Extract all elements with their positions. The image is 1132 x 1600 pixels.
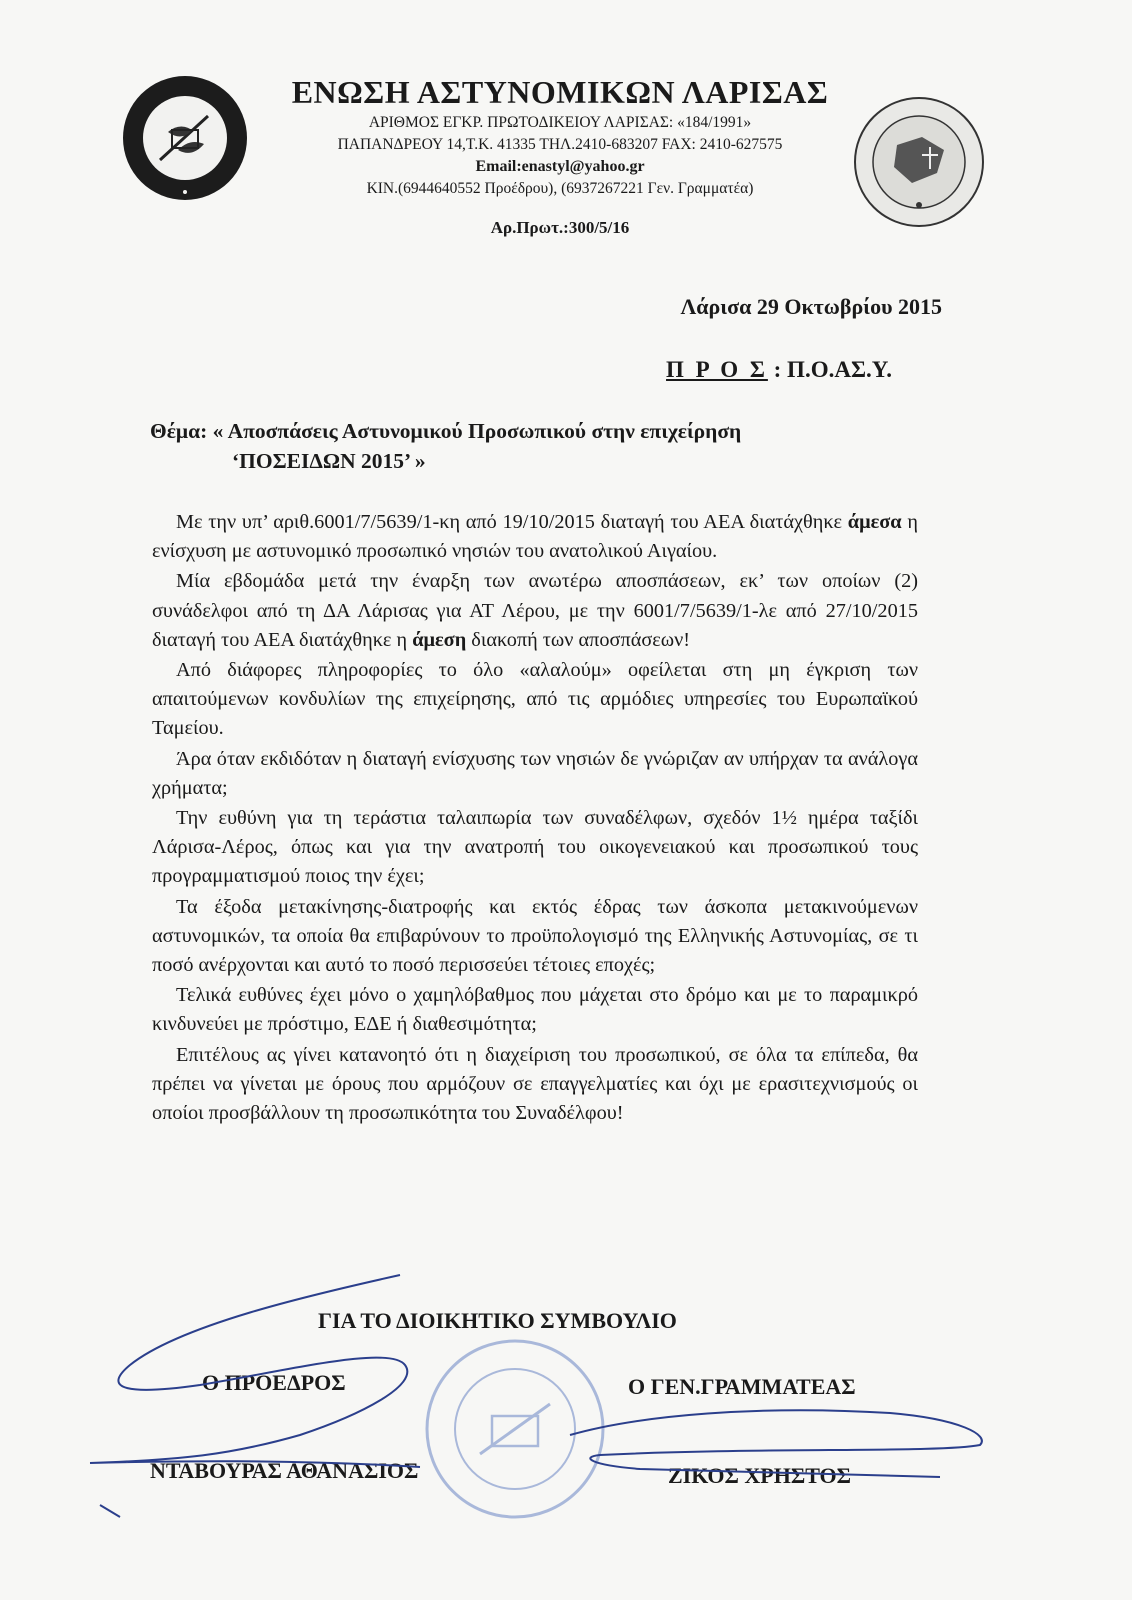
recipient-value: : Π.Ο.ΑΣ.Υ. [773, 357, 892, 382]
registry-number: ΑΡΙΘΜΟΣ ΕΓΚΡ. ΠΡΩΤΟΔΙΚΕΙΟΥ ΛΑΡΙΣΑΣ: «184/1991» [368, 114, 752, 131]
letter-date: Λάρισα 29 Οκτωβρίου 2015 [680, 294, 942, 319]
protocol-number: Αρ.Πρωτ.:300/5/16 [490, 218, 630, 237]
email: Email:enastyl@yahoo.gr [475, 158, 645, 175]
subject-line-1: Θέμα: « Αποσπάσεις Αστυνομικού Προσωπικού στην επιχείρηση [150, 419, 742, 443]
secretary-signature-icon [560, 1395, 1010, 1515]
recipient-label: Π Ρ Ο Σ [666, 357, 768, 382]
president-name: ΝΤΑΒΟΥΡΑΣ ΑΘΑΝΑΣΙΟΣ [150, 1458, 419, 1483]
federation-logo-icon [852, 95, 986, 229]
union-logo-icon [120, 72, 250, 204]
org-name: ΕΝΩΣΗ ΑΣΤΥΝΟΜΙΚΩΝ ΛΑΡΙΣΑΣ [291, 74, 829, 110]
letterhead [270, 72, 850, 256]
paragraph-2: Μία εβδομάδα μετά την έναρξη των ανωτέρω αποσπάσεων, εκ’ των οποίων (2) συνάδελφοι από τη ΔΑ Λάρισας για ΑΤ Λέρου, με την 6001/7/5639/1-λε από 27/10/2015 διαταγή του ΑΕΑ διατάχθηκε η άμεση διακοπή των αποσπάσεων! [152, 570, 918, 651]
subject [150, 416, 920, 476]
president-signature-icon [60, 1255, 500, 1525]
secretary-title: Ο ΓΕΝ.ΓΡΑΜΜΑΤΕΑΣ [628, 1374, 856, 1399]
address-phone-fax: ΠΑΠΑΝΔΡΕΟΥ 14,Τ.Κ. 41335 ΤΗΛ.2410-683207 FAX: 2410-627575 [337, 136, 783, 153]
secretary-name: ΖΙΚΟΣ ΧΡΗΣΤΟΣ [668, 1463, 851, 1488]
paragraph-8: Επιτέλους ας γίνει κατανοητό ότι η διαχείριση του προσωπικού, σε όλα τα επίπεδα, θα πρέπει να γίνεται με όρους που αρμόζουν σε επαγγελματίες και όχι με ερασιτεχνισμούς οι οποίοι προσβάλλουν τη προσωπικότητα του Συναδέλφου! [152, 1043, 918, 1125]
paragraph-7: Τελικά ευθύνες έχει μόνο ο χαμηλόβαθμος που μάχεται στο δρόμο και με το παραμικρό κινδυνεύει με πρόστιμο, ΕΔΕ ή διαθεσιμότητα; [152, 984, 918, 1036]
president-title: Ο ΠΡΟΕΔΡΟΣ [202, 1370, 346, 1395]
paragraph-6: Τα έξοδα μετακίνησης-διατροφής και εκτός έδρας των άσκοπα μετακινούμενων αστυνομικών, τα οποία θα επιβαρύνουν το προϋπολογισμό της Ελληνικής Αστυνομίας, σε τι ποσό ανέρχονται και αυτό το ποσό περισσεύει τέτοιες εποχές; [152, 895, 918, 977]
letter-body [152, 508, 918, 1129]
paragraph-5: Την ευθύνη για τη τεράστια ταλαιπωρία των συναδέλφων, σχεδόν 1½ ημέρα ταξίδι Λάρισα-Λέρος, όπως και για την ανατροπή του οικογενειακού και προσωπικού τους προγραμματισμού ποιος την έχει; [152, 807, 918, 888]
paragraph-4: Άρα όταν εκδιδόταν η διαταγή ενίσχυσης των νησιών δε γνώριζαν αν υπήρχαν τα ανάλογα χρήματα; [152, 747, 918, 799]
subject-line-2: ‘ΠΟΣΕΙΔΩΝ 2015’ » [232, 449, 426, 473]
recipient [666, 357, 892, 383]
paragraph-1: Με την υπ’ αριθ.6001/7/5639/1-κη από 19/10/2015 διαταγή του ΑΕΑ διατάχθηκε άμεσα η ενίσχυση με αστυνομικό προσωπικό νησιών του ανατολικού Αιγαίου. [152, 511, 918, 563]
mobile-phones: ΚΙΝ.(6944640552 Προέδρου), (6937267221 Γεν. Γραμματέα) [366, 180, 754, 197]
paragraph-3: Από διάφορες πληροφορίες το όλο «αλαλούμ» οφείλεται στη μη έγκριση των απαιτούμενων κονδυλίων της επιχείρησης, από τις αρμόδιες υπηρεσίες του Ευρωπαϊκού Ταμείου. [152, 659, 918, 740]
board-heading: ΓΙΑ ΤΟ ΔΙΟΙΚΗΤΙΚΟ ΣΥΜΒΟΥΛΙΟ [318, 1308, 677, 1333]
